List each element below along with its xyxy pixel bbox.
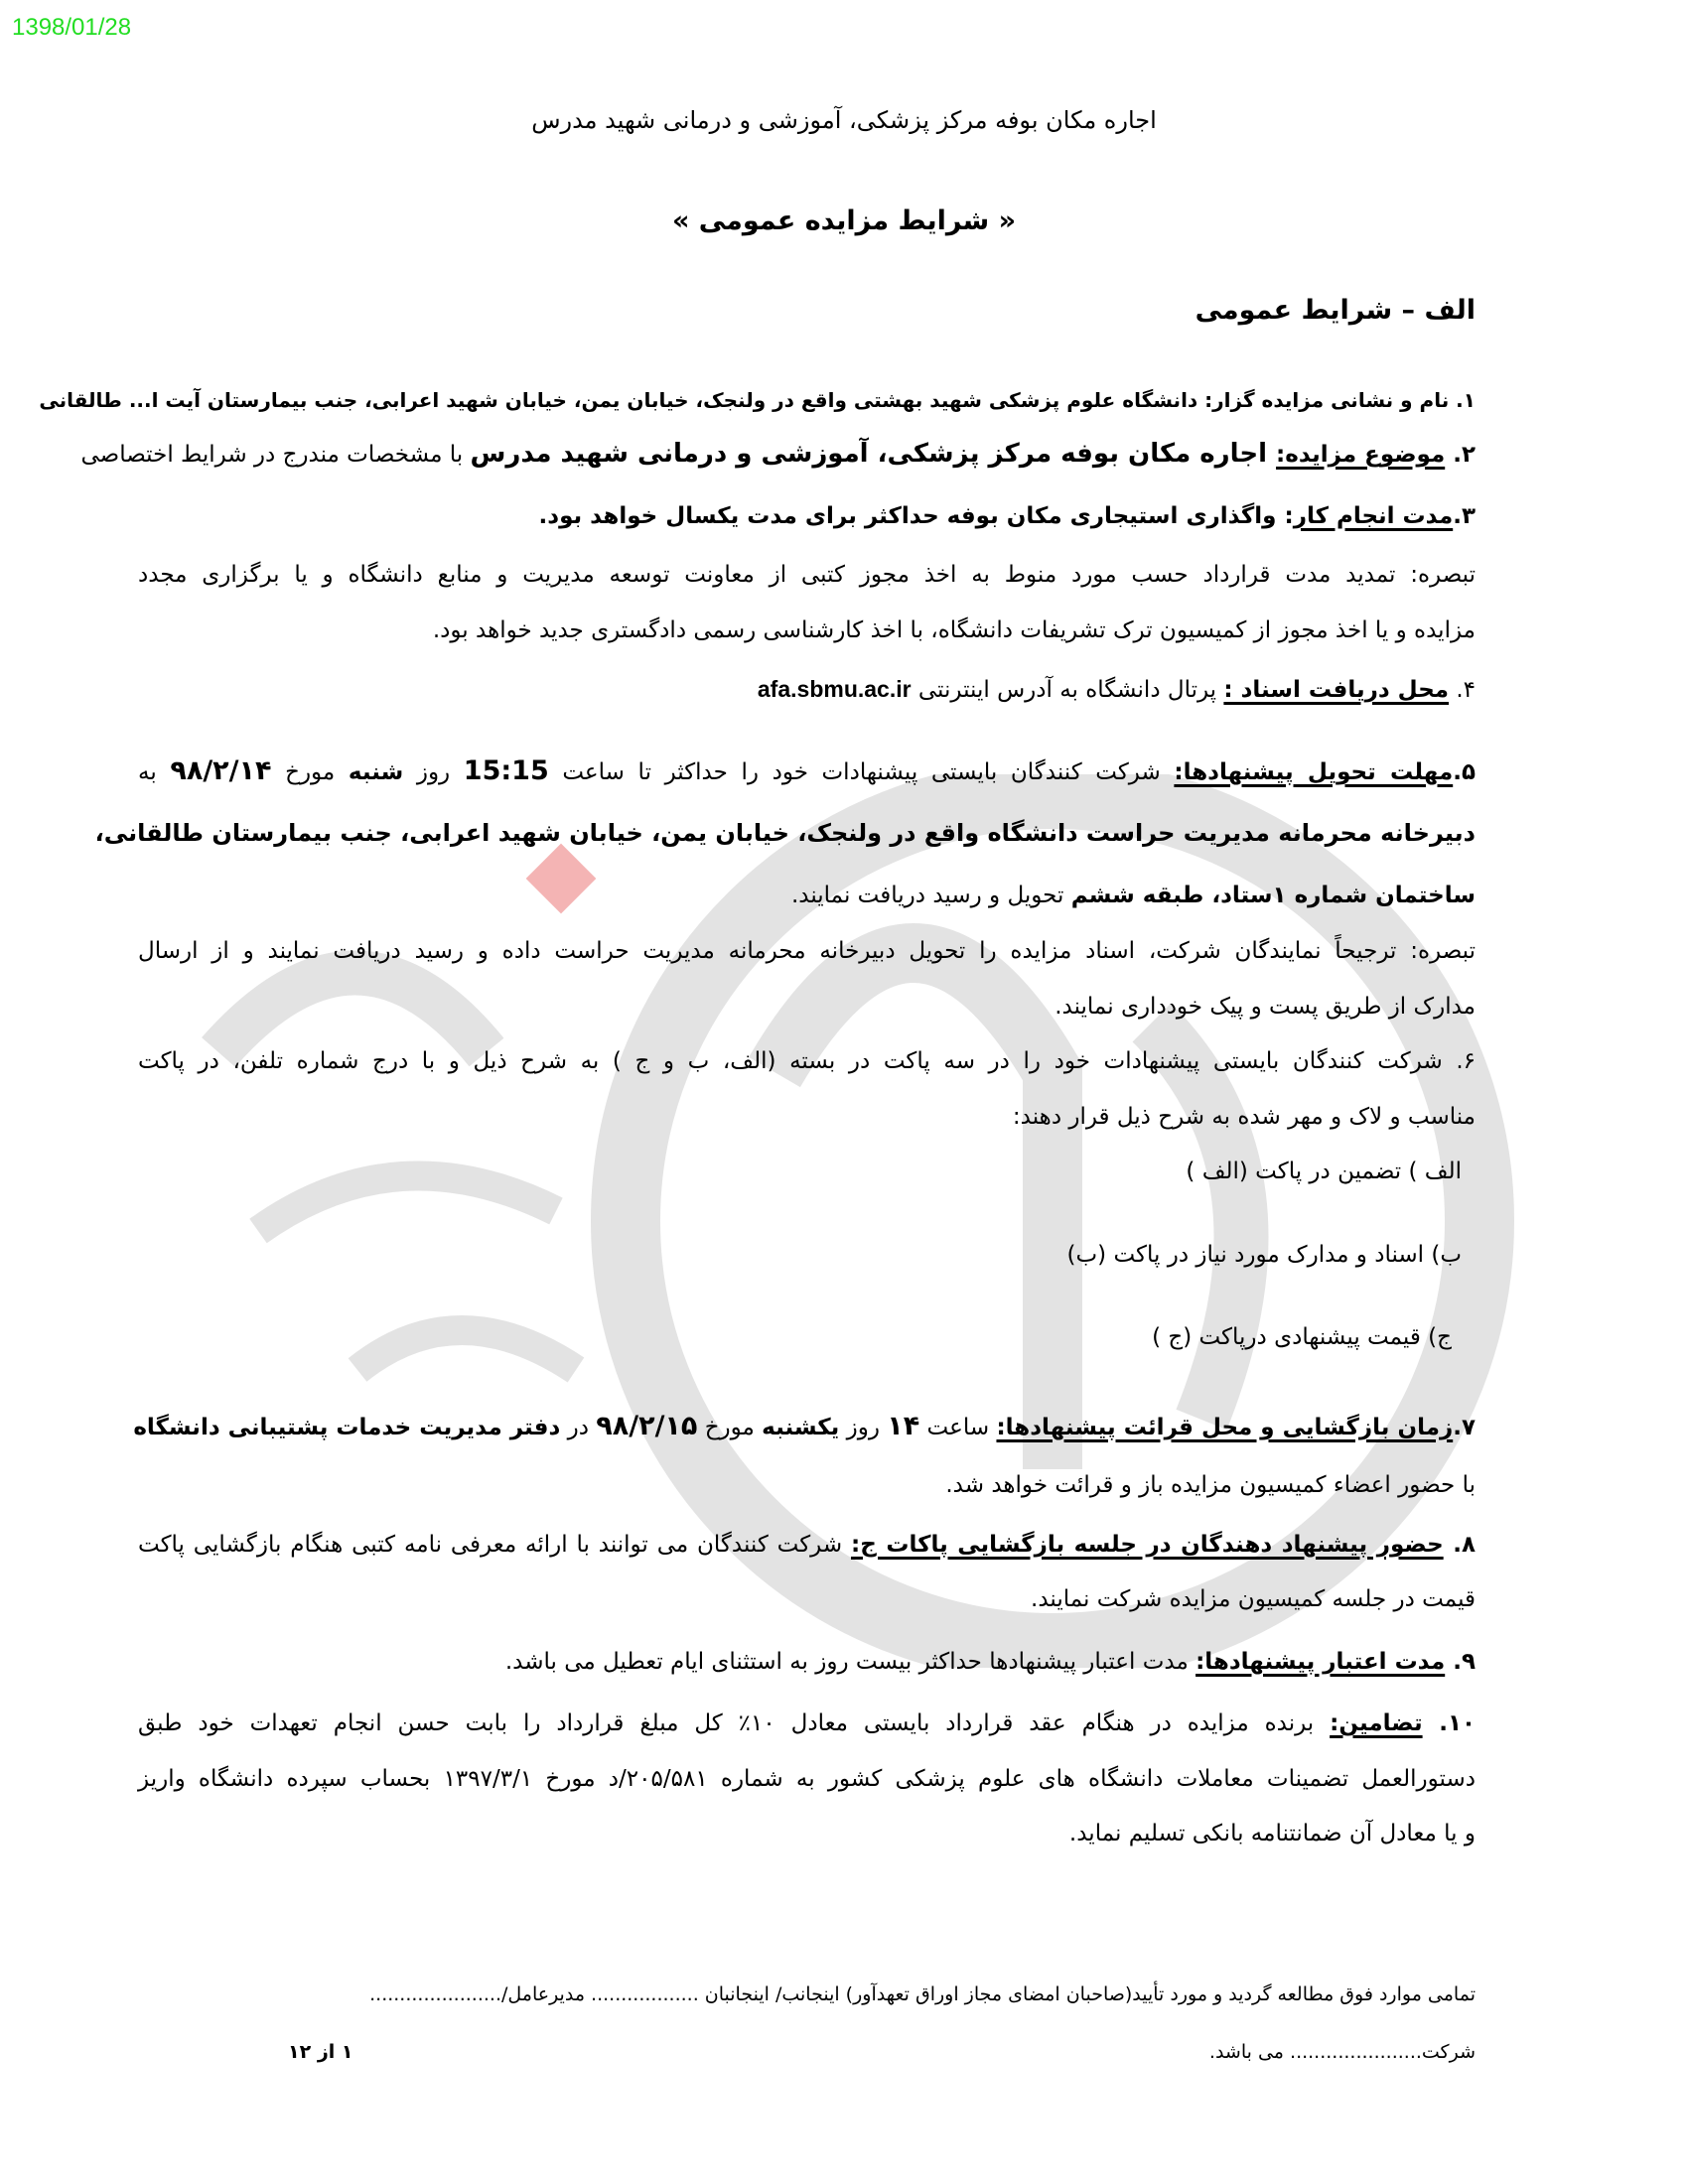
- section-heading: الف – شرایط عمومی: [1195, 295, 1476, 326]
- item-10-line-3: و یا معادل آن ضمانتنامه بانکی تسلیم نماید.: [1068, 1821, 1476, 1846]
- item-4: ۴. محل دریافت اسناد : پرتال دانشگاه به آدرس اینترنتی afa.sbmu.ac.ir: [757, 676, 1476, 703]
- item-6-envelope-a: الف ) تضمین در پاکت (الف ): [1186, 1159, 1462, 1184]
- item-9: ۹. مدت اعتبار پیشنهادها: مدت اعتبار پیشنهادها حداکثر بیست روز به استثنای ایام تعطیل می باشد.: [504, 1649, 1476, 1675]
- item-7-line-1: ۷.زمان بازگشایی و محل قرائت پیشنهادها: ساعت ۱۴ روز یکشنبه مورخ ۹۸/۲/۱۵ در دفتر مدیریت خدمات پشتیبانی دانشگاه: [133, 1411, 1476, 1441]
- item-6-envelope-b: ب) اسناد و مدارک مورد نیاز در پاکت (ب): [1066, 1242, 1462, 1268]
- item-6-line-1: ۶. شرکت کنندگان بایستی پیشنهادات خود را در سه پاکت در بسته (الف، ب و ج ) به شرح ذیل و با درج شماره تلفن، در پاکت: [138, 1048, 1476, 1074]
- note-2-line-1: تبصره: ترجیحاً نمایندگان شرکت، اسناد مزایده را تحویل دبیرخانه محرمانه مدیریت حراست داده و رسید دریافت نمایند و از ارسال: [138, 938, 1476, 964]
- item-2: ۲. موضوع مزایده: اجاره مکان بوفه مرکز پزشکی، آموزشی و درمانی شهید مدرس با مشخصات مندرج در شرایط اختصاصی: [80, 439, 1476, 469]
- item-6-envelope-c: ج) قیمت پیشنهادی درپاکت (ج ): [1152, 1324, 1452, 1350]
- item-10-line-1: ۱۰. تضامین: برنده مزایده در هنگام عقد قرارداد بایستی معادل ۱۰٪ کل مبلغ قرارداد را بابت حسن انجام تعهدات خود طبق: [138, 1710, 1477, 1736]
- item-3: ۳.مدت انجام کار: واگذاری استیجاری مکان بوفه حداکثر برای مدت یکسال خواهد بود.: [538, 503, 1476, 529]
- note-1-line-1: تبصره: تمدید مدت قرارداد حسب مورد منوط به اخذ مجوز کتبی از معاونت توسعه مدیریت و منابع دانشگاه و یا برگزاری مجدد: [138, 562, 1476, 588]
- item-1: ۱. نام و نشانی مزایده گزار: دانشگاه علوم پزشکی شهید بهشتی واقع در ولنجک، خیابان یمن، خیابان شهید اعرابی، جنب بیمارستان آیت ا... طالقانی: [39, 388, 1476, 412]
- note-2-line-2: مدارک از طریق پست و پیک خودداری نمایند.: [1055, 994, 1476, 1020]
- portal-url[interactable]: afa.sbmu.ac.ir: [757, 676, 912, 702]
- page-number: ۱ از ۱۲: [288, 2041, 353, 2063]
- item-8-line-2: قیمت در جلسه کمیسیون مزایده شرکت نمایند.: [1031, 1586, 1476, 1612]
- note-1-line-2: مزایده و یا اخذ مجوز از کمیسیون ترک تشریفات دانشگاه، با اخذ کارشناسی رسمی دادگستری جدید خواهد بود.: [432, 617, 1476, 643]
- document-heading: « شرایط مزایده عمومی »: [671, 205, 1017, 236]
- item-5-line-2: دبیرخانه محرمانه مدیریت حراست دانشگاه واقع در ولنجک، خیابان یمن، خیابان شهید اعرابی، جنب بیمارستان طالقانی،: [94, 819, 1476, 847]
- document-date: 1398/01/28: [12, 14, 132, 41]
- item-5-line-3: ساختمان شماره ۱ستاد، طبقه ششم تحویل و رسید دریافت نمایند.: [790, 883, 1476, 908]
- item-6-line-2: مناسب و لاک و مهر شده به شرح ذیل قرار دهند:: [1012, 1104, 1476, 1130]
- footer-company: شرکت...................... می باشد.: [1208, 2041, 1476, 2063]
- document-title: اجاره مکان بوفه مرکز پزشکی، آموزشی و درمانی شهید مدرس: [531, 106, 1157, 134]
- item-10-line-2: دستورالعمل تضمینات معاملات دانشگاه های علوم پزشکی کشور به شماره ۲۰۵/۵۸۱/د مورخ ۱۳۹۷/۳/۱ بحساب سپرده دانشگاه واریز: [138, 1766, 1476, 1792]
- item-7-line-2: با حضور اعضاء کمیسیون مزایده باز و قرائت خواهد شد.: [945, 1472, 1476, 1498]
- item-8-line-1: ۸. حضور پیشنهاد دهندگان در جلسه بازگشایی پاکات ج: شرکت کنندگان می توانند با ارائه معرفی نامه کتبی هنگام بازگشایی پاکت: [138, 1532, 1476, 1558]
- footer-confirmation: تمامی موارد فوق مطالعه گردید و مورد تأیید(صاحبان امضای مجاز اوراق تعهدآور) اینجانب/ اینجانبان .................. مدیرعامل/......................: [369, 1983, 1476, 2005]
- item-5-line-1: ۵.مهلت تحویل پیشنهادها: شرکت کنندگان بایستی پیشنهادات خود را حداکثر تا ساعت 15:15 روز شنبه مورخ ۹۸/۲/۱۴ به: [138, 755, 1476, 786]
